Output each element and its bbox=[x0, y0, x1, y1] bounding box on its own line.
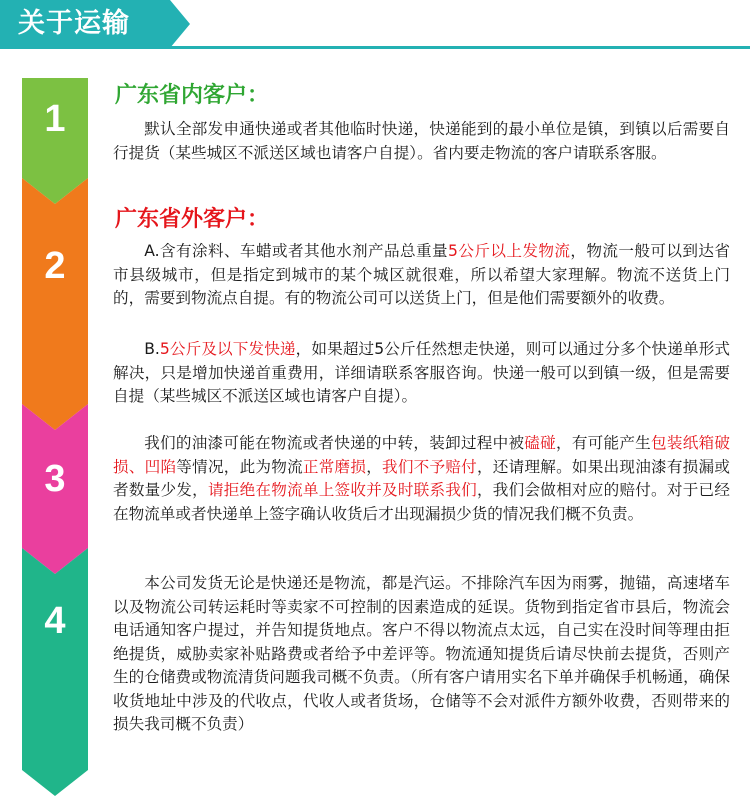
section-2-b-prefix: B. bbox=[144, 340, 160, 358]
section-3-highlight: 请拒绝在物流单上签收并及时联系我们 bbox=[207, 481, 477, 499]
section-3-text-part: ， bbox=[366, 457, 383, 476]
section-3-highlight: 包装纸箱破损、凹陷 bbox=[113, 434, 730, 476]
step-number-1: 1 bbox=[44, 98, 66, 140]
section-1-text: 默认全部发申通快递或者其他临时快递，快递能到的最小单位是镇，到镇以后需要自行提货（某些城区不派送区域也请客户自提）。省内要走物流的客户请联系客服。 bbox=[113, 120, 730, 162]
section-2-a-rest: ，物流一般可以到达省市县级城市，但是指定到城市的某个城区就很难，所以希望大家理解。物流不送货上门的，需要到物流点自提。有的物流公司可以送货上门，但是他们需要额外的收费。 bbox=[113, 242, 730, 307]
header-underline bbox=[0, 46, 750, 49]
section-3-text bbox=[113, 432, 730, 526]
section-3-text-part: ，有可能产生 bbox=[555, 434, 652, 452]
section-3-text-part: 我们的油漆可能在物流或者快递的中转，装卸过程中被 bbox=[144, 434, 525, 452]
section-2-a-prefix: A.含有涂料、车蜡或者其他水剂产品总重量 bbox=[144, 242, 449, 260]
header-bar bbox=[0, 0, 750, 48]
section-3-highlight: 我们不予赔付 bbox=[382, 457, 477, 476]
section-3-text-part: ，还请理解。如果出现油漆有损漏或者数量少发， bbox=[113, 457, 730, 499]
section-3-highlight: 磕碰 bbox=[524, 434, 556, 452]
section-2-item-b bbox=[113, 338, 730, 409]
section-2-title: 广东省外客户： bbox=[115, 207, 270, 232]
page-title: 关于运输 bbox=[18, 8, 130, 39]
section-1-title: 广东省内客户： bbox=[115, 83, 270, 108]
section-2-b-rest: ，如果超过5公斤任然想走快递，则可以通过分多个快递单形式解决，只是增加快递首重费用，详细请联系客服咨询。快递一般可以到镇一级，但是需要自提（某些城区不派送区域也请客户自提）。 bbox=[113, 340, 731, 405]
step-2-segment bbox=[22, 178, 88, 430]
section-2-a-highlight: 5公斤以上发物流 bbox=[448, 242, 571, 260]
section-2-b-highlight: 5公斤及以下发快递 bbox=[159, 340, 296, 358]
step-number-3: 3 bbox=[44, 458, 66, 500]
step-1-segment bbox=[22, 78, 88, 204]
step-4-segment bbox=[22, 548, 88, 796]
section-3-highlight: 正常磨损 bbox=[302, 457, 367, 476]
header-tab-arrow bbox=[170, 0, 190, 48]
step-number-4: 4 bbox=[44, 600, 66, 642]
section-3-text-part: 等情况，此为物流 bbox=[176, 457, 303, 476]
section-3-text-part: ，我们会做相对应的赔付。对于已经在物流单或者快递单上签字确认收货后才出现漏损少货的情况我们概不负责。 bbox=[113, 481, 730, 523]
step-number-2: 2 bbox=[44, 245, 66, 287]
section-4-text: 本公司发货无论是快递还是物流，都是汽运。不排除汽车因为雨雾，抛锚，高速堵车以及物流公司转运耗时等卖家不可控制的因素造成的延误。货物到指定省市县后，物流会电话通知客户提过，并告知提货地点。客户不得以物流点太远，自己实在没时间等理由拒绝提货，威胁卖家补贴路费或者给予中差评等。物流通知提货后请尽快前去提货，否则产生的仓储费或物流清货问题我司概不负责。（所有客户请用实名下单并确保手机畅通，确保收货地址中涉及的代收点，代收人或者货场，仓储等不会对派件方额外收费，否则带来的损失我司概不负责） bbox=[113, 574, 730, 733]
section-2-item-a bbox=[113, 240, 730, 311]
